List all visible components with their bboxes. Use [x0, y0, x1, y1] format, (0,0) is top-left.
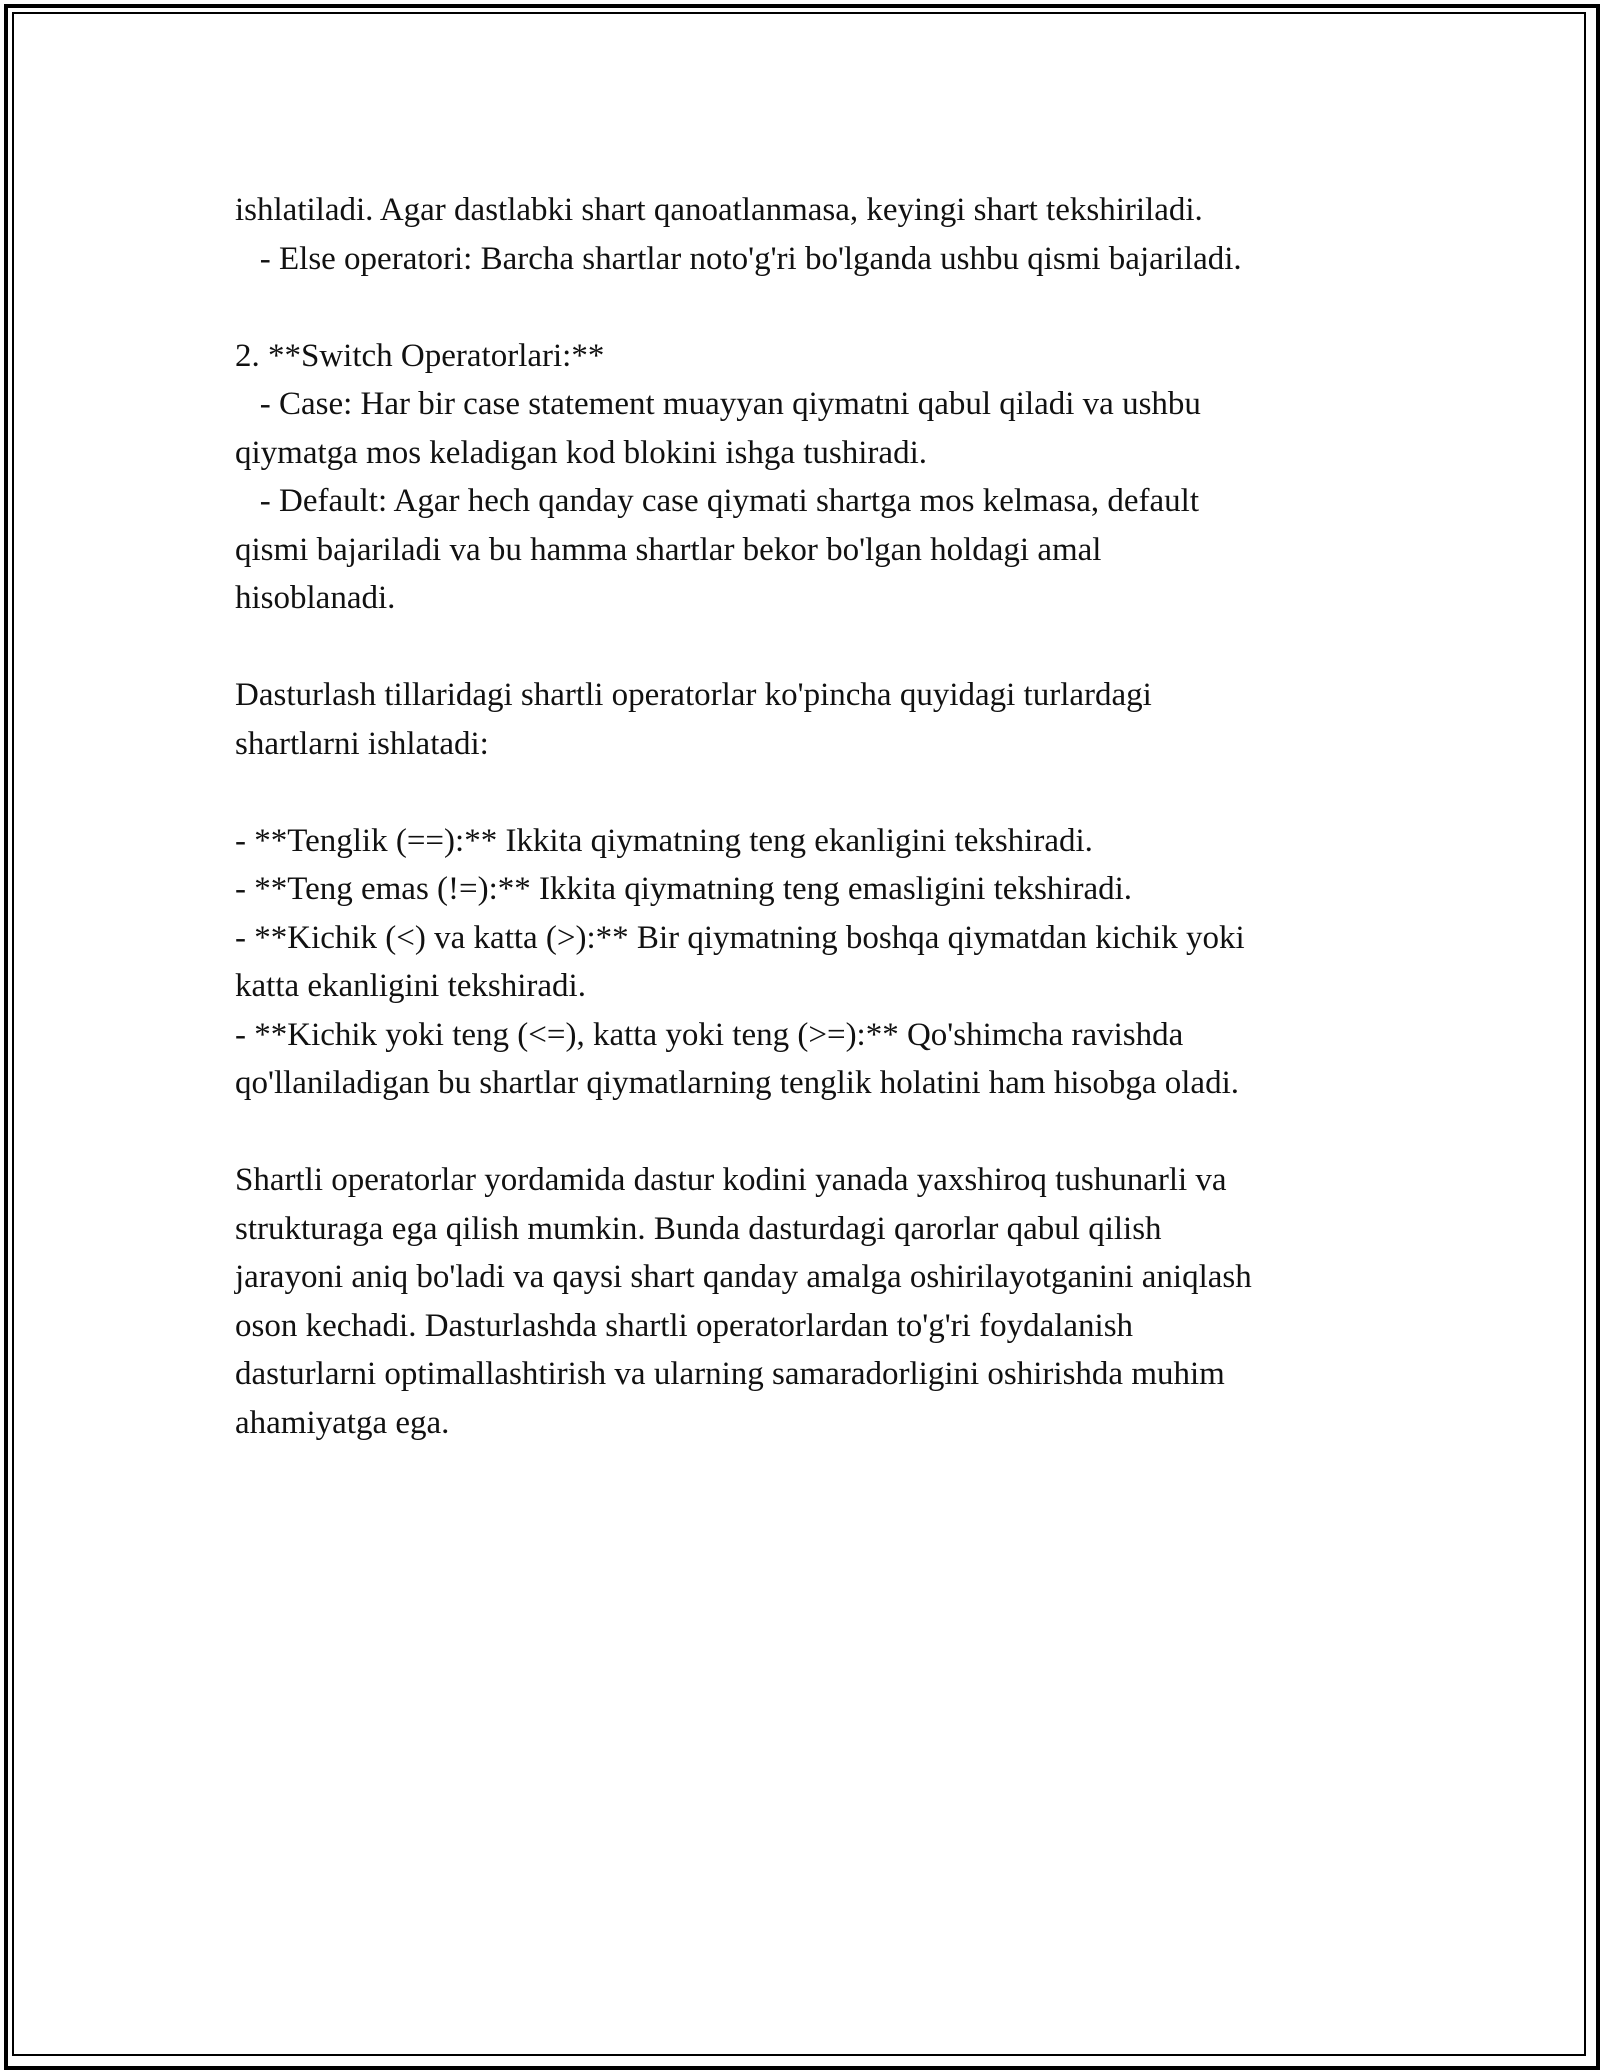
- text-line: ahamiyatga ega.: [235, 1404, 450, 1441]
- text-line: dasturlarni optimallashtirish va ularning samaradorligini oshirishda muhim: [235, 1356, 1225, 1392]
- list-item: - **Tenglik (==):** Ikkita qiymatning teng ekanligini tekshiradi.: [235, 822, 1093, 859]
- text-line: - Else operatori: Barcha shartlar noto'g'ri bo'lganda ushbu qismi bajariladi.: [235, 240, 1242, 277]
- paragraph-conclusion: [235, 1156, 1415, 1447]
- text-line: hisoblanadi.: [235, 580, 396, 616]
- text-line: jarayoni aniq bo'ladi va qaysi shart qanday amalga oshirilayotganini aniqlash: [235, 1259, 1252, 1295]
- text-line: Shartli operatorlar yordamida dastur kodini yanada yaxshiroq tushunarli va: [235, 1162, 1227, 1198]
- document-body: [235, 186, 1415, 1496]
- list-item: - **Kichik yoki teng (<=), katta yoki teng (>=):** Qo'shimcha ravishda: [235, 1016, 1184, 1053]
- text-line: 2. **Switch Operatorlari:**: [235, 337, 605, 374]
- paragraph-if-else-continuation: [235, 186, 1415, 283]
- paragraph-condition-list: [235, 817, 1415, 1108]
- list-item: - **Teng emas (!=):** Ikkita qiymatning teng emasligini tekshiradi.: [235, 871, 1133, 907]
- text-line: qiymatga mos keladigan kod blokini ishga tushiradi.: [235, 434, 927, 471]
- text-line: oson kechadi. Dasturlashda shartli operatorlardan to'g'ri foydalanish: [235, 1307, 1134, 1344]
- text-line: strukturaga ega qilish mumkin. Bunda dasturdagi qarorlar qabul qilish: [235, 1210, 1162, 1247]
- list-item: qo'llaniladigan bu shartlar qiymatlarning tenglik holatini ham hisobga oladi.: [235, 1065, 1239, 1101]
- list-item: katta ekanligini tekshiradi.: [235, 968, 586, 1004]
- text-line: ishlatiladi. Agar dastlabki shart qanoatlanmasa, keyingi shart tekshiriladi.: [235, 192, 1203, 228]
- text-line: - Case: Har bir case statement muayyan qiymatni qabul qiladi va ushbu: [235, 386, 1201, 422]
- text-line: - Default: Agar hech qanday case qiymati shartga mos kelmasa, default: [235, 483, 1199, 519]
- paragraph-switch-operators: [235, 332, 1415, 623]
- text-line: shartlarni ishlatadi:: [235, 725, 489, 762]
- text-line: Dasturlash tillaridagi shartli operatorlar ko'pincha quyidagi turlardagi: [235, 677, 1152, 713]
- list-item: - **Kichik (<) va katta (>):** Bir qiymatning boshqa qiymatdan kichik yoki: [235, 919, 1245, 956]
- text-line: qismi bajariladi va bu hamma shartlar bekor bo'lgan holdagi amal: [235, 531, 1102, 568]
- paragraph-condition-types-intro: [235, 671, 1415, 768]
